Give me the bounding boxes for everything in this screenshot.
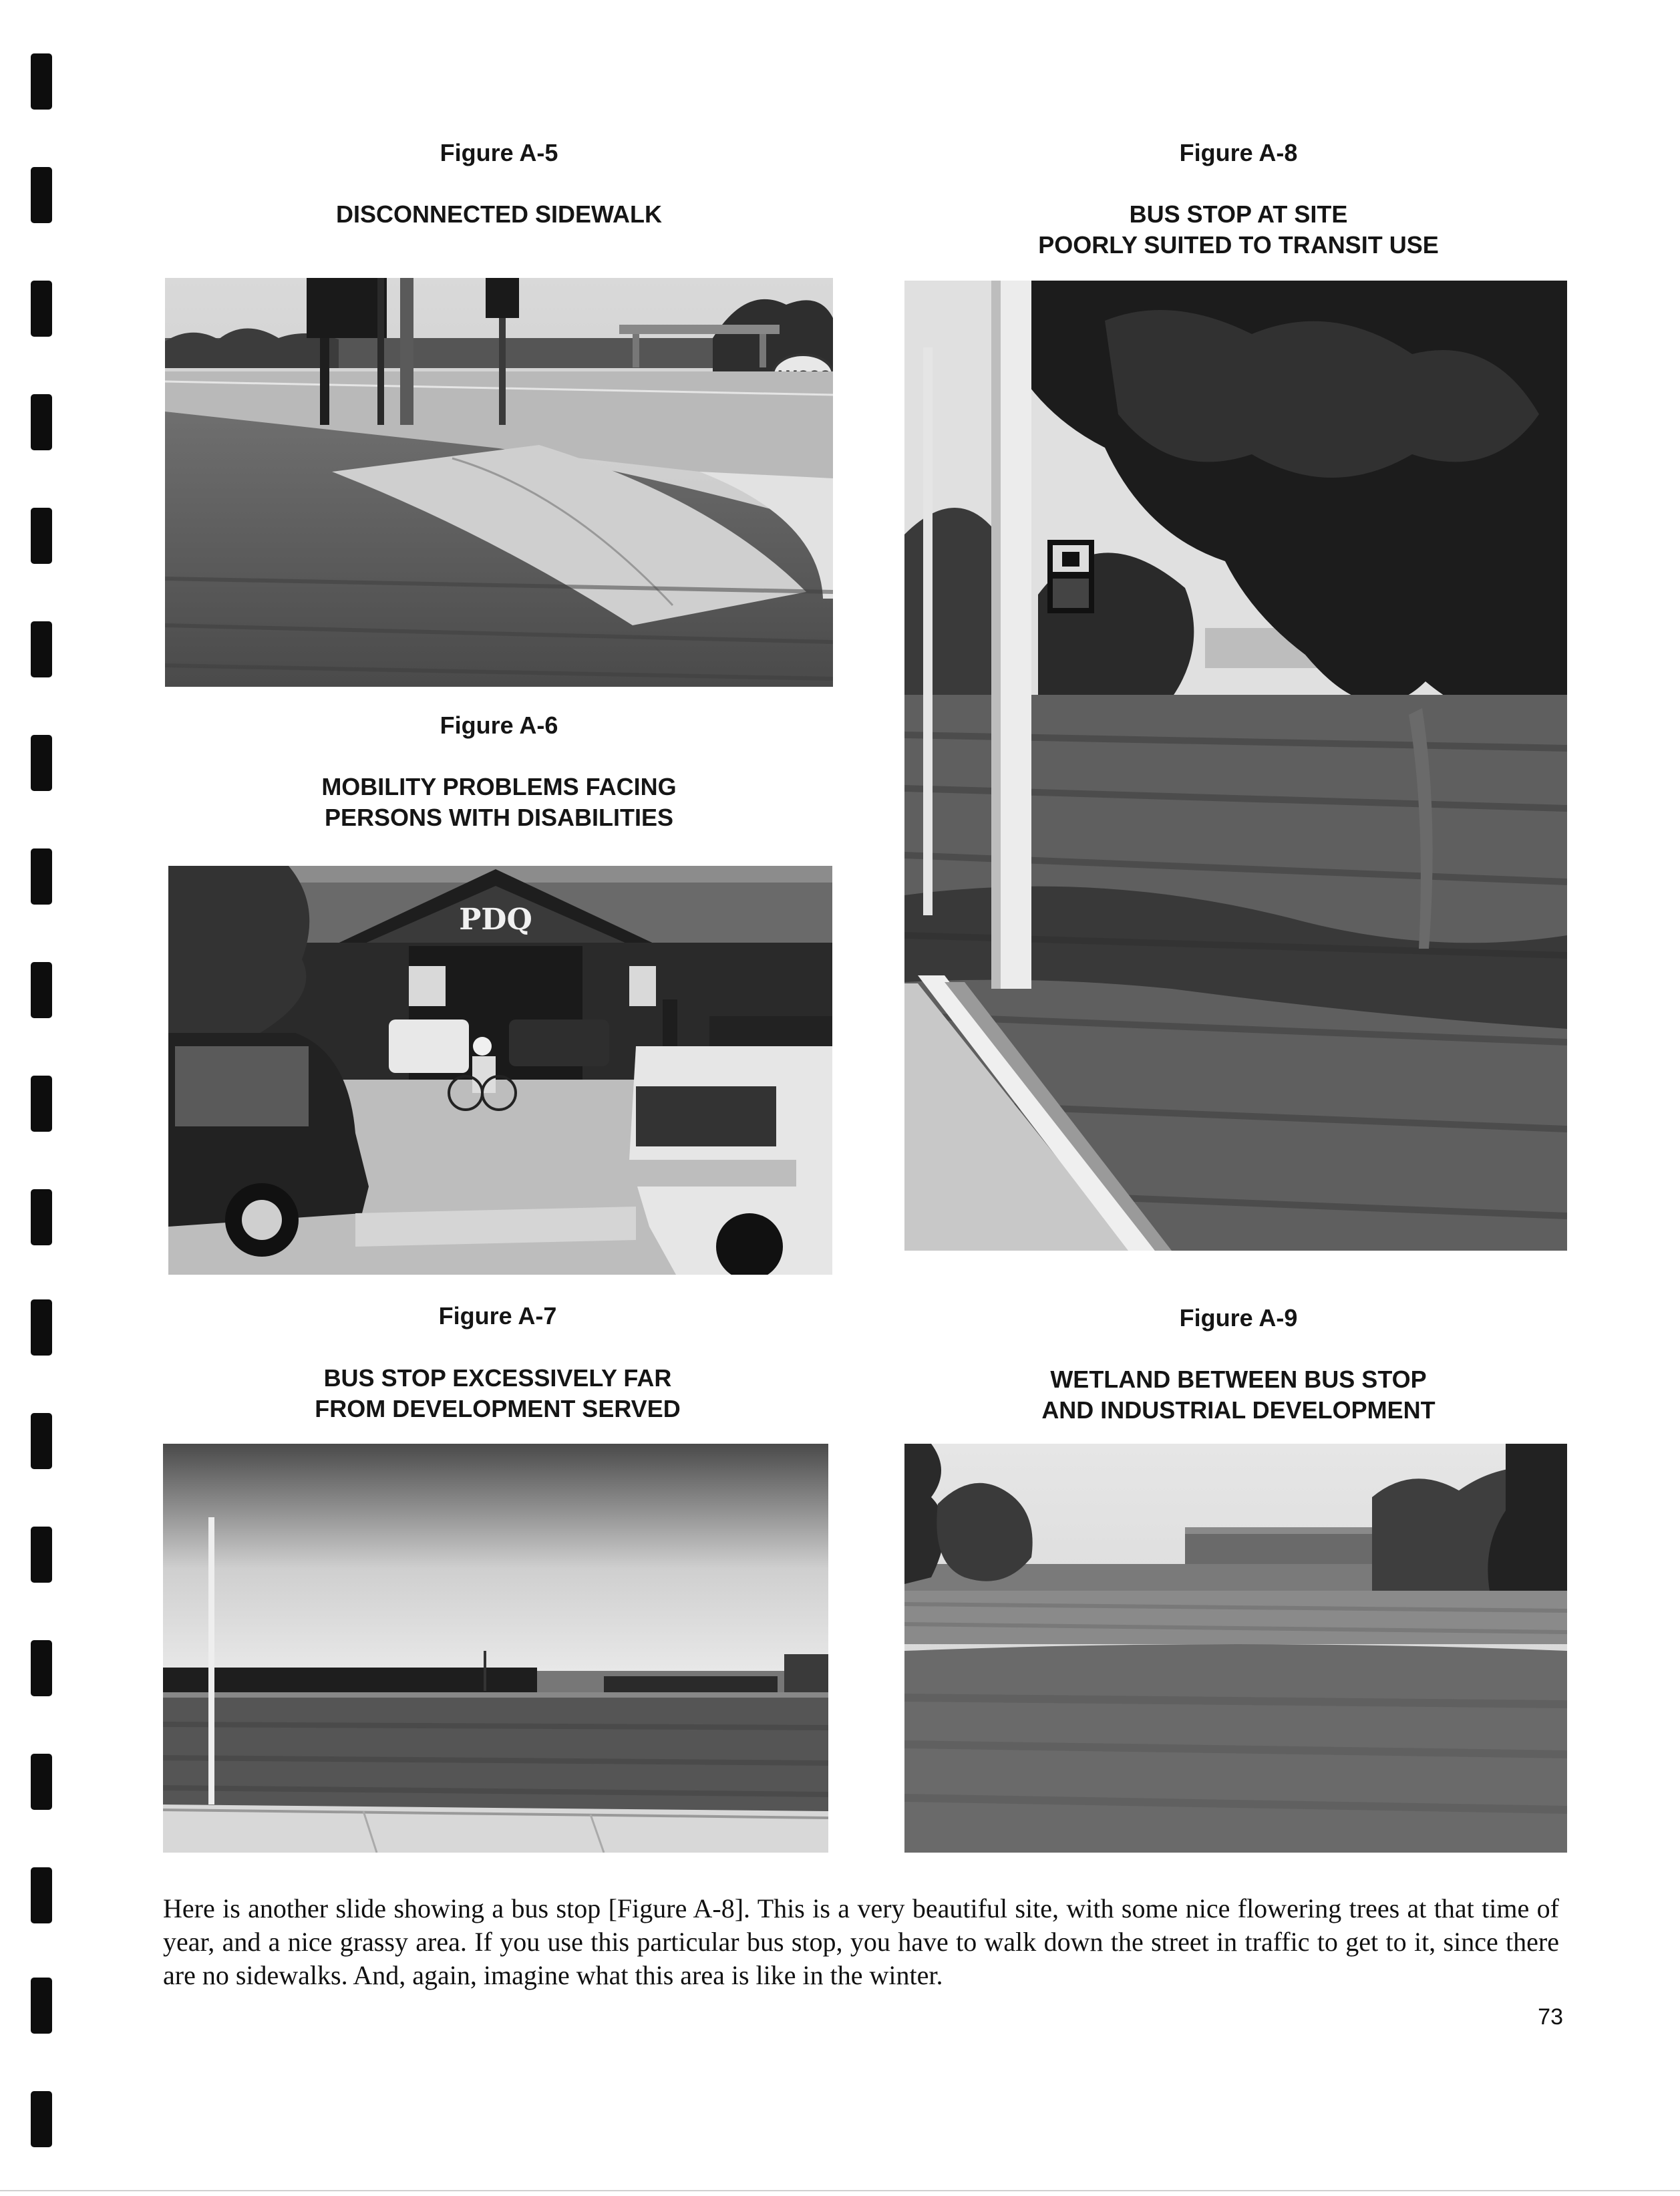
- binding-hole: [31, 621, 52, 677]
- figure-a5-photo: [165, 278, 833, 687]
- figure-a9-photo: [904, 1444, 1567, 1853]
- disconnected-sidewalk-image: [165, 278, 833, 687]
- figure-a6-title: [165, 772, 833, 833]
- binding-hole: [31, 1640, 52, 1696]
- figure-a7-photo: [163, 1444, 828, 1853]
- binding-hole: [31, 1867, 52, 1923]
- figure-a7-label: Figure A-7: [438, 1302, 557, 1329]
- binding-hole: [31, 167, 52, 223]
- binding-hole: [31, 281, 52, 337]
- binding-hole: [31, 53, 52, 110]
- binding-hole: [31, 1076, 52, 1132]
- figure-a8-photo: [904, 281, 1567, 1251]
- binding-hole: [31, 1978, 52, 2034]
- binding-hole: [31, 1527, 52, 1583]
- binding-hole: [31, 1299, 52, 1356]
- body-paragraph: Here is another slide showing a bus stop [Figure A-8]. This is a very beautiful site, with some nice flowering trees at that time of year, and a nice grassy area. If you use this particular bus stop, you have to walk down the street in traffic to get to it, since there are no sidewalks. And, again, imagine what this area is like in the winter.: [163, 1893, 1559, 1990]
- pdq-parking-lot-image: [168, 866, 832, 1275]
- binding-hole: [31, 2091, 52, 2147]
- figure-a7-title-line: BUS STOP EXCESSIVELY FAR: [323, 1364, 672, 1392]
- figure-a5-title-line: DISCONNECTED SIDEWALK: [335, 200, 663, 228]
- figure-a5-title: [165, 199, 833, 230]
- figure-a5-label: Figure A-5: [440, 139, 558, 166]
- binding-hole: [31, 848, 52, 905]
- figure-a9-label: Figure A-9: [1179, 1304, 1298, 1331]
- binding-hole: [31, 1189, 52, 1245]
- figure-a6-title-line: PERSONS WITH DISABILITIES: [324, 804, 674, 831]
- figure-a9-title: [904, 1364, 1572, 1426]
- figure-a6-photo: [168, 866, 832, 1275]
- binding-hole: [31, 962, 52, 1018]
- binding-hole: [31, 735, 52, 791]
- bus-stop-grassy-site-image: [904, 281, 1567, 1251]
- figure-a8-title-line: BUS STOP AT SITE: [1129, 200, 1348, 228]
- figure-a9-title-line: WETLAND BETWEEN BUS STOP: [1050, 1366, 1427, 1393]
- distant-bus-stop-image: [163, 1444, 828, 1853]
- binding-hole: [31, 1754, 52, 1810]
- figure-a8-title-line: POORLY SUITED TO TRANSIT USE: [1038, 231, 1439, 259]
- binding-hole: [31, 508, 52, 564]
- binding-hole: [31, 1413, 52, 1469]
- figure-a6-label: Figure A-6: [440, 712, 558, 739]
- figure-a8-label: Figure A-8: [1179, 139, 1298, 166]
- page-number: 73: [1538, 2004, 1563, 2030]
- figure-a6-title-line: MOBILITY PROBLEMS FACING: [321, 773, 677, 800]
- figure-a9-title-line: AND INDUSTRIAL DEVELOPMENT: [1041, 1396, 1436, 1424]
- pdq-sign-text: PDQ: [459, 903, 532, 937]
- figure-a7-title: [164, 1363, 832, 1424]
- wetland-field-image: [904, 1444, 1567, 1853]
- binding-hole: [31, 394, 52, 450]
- page-bottom-edge: [0, 2190, 1680, 2191]
- figure-a7-title-line: FROM DEVELOPMENT SERVED: [315, 1395, 681, 1422]
- figure-a8-title: [904, 199, 1572, 261]
